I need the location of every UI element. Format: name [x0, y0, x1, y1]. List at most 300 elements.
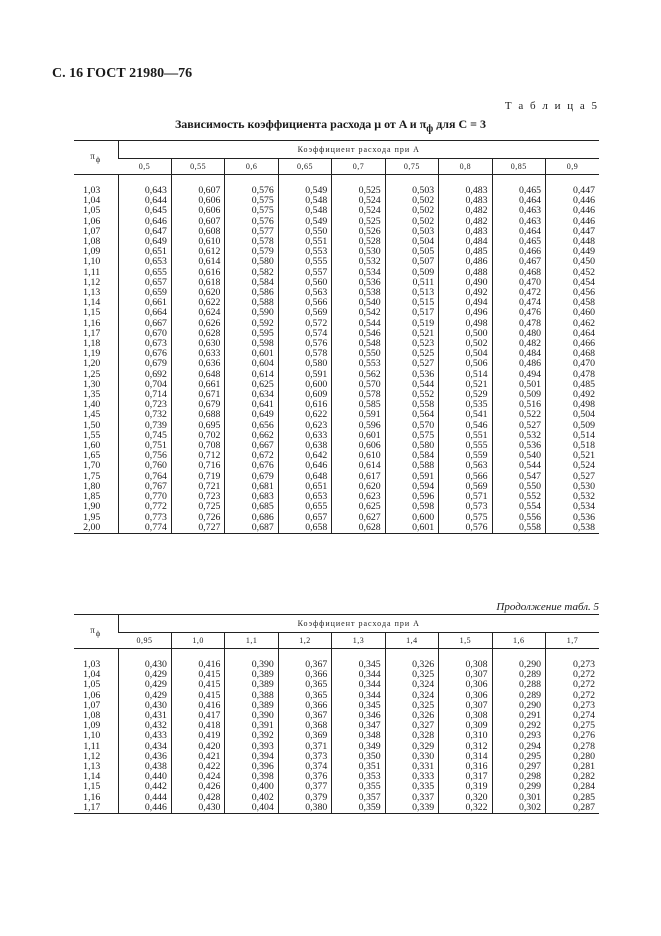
table-cell: 0,518	[546, 441, 600, 451]
column-header: 0,75	[385, 159, 438, 175]
table-cell: 0,316	[439, 762, 492, 772]
table-label: Т а б л и ц а 5	[504, 100, 599, 112]
table-cell: 0,551	[439, 431, 492, 441]
coefficient-table-2	[74, 614, 599, 814]
table-cell: 0,501	[492, 380, 545, 390]
table-cell: 0,577	[225, 227, 278, 237]
table-cell: 0,509	[385, 268, 438, 278]
table-cell: 0,586	[225, 288, 278, 298]
table-cell: 0,591	[278, 370, 331, 380]
table-cell: 0,719	[171, 472, 224, 482]
table-cell: 0,600	[385, 513, 438, 523]
table-cell: 0,579	[225, 247, 278, 257]
table-cell: 0,464	[546, 329, 600, 339]
table-cell: 0,529	[439, 390, 492, 400]
table-cell: 0,450	[546, 257, 600, 267]
column-header: 1,5	[439, 633, 492, 649]
row-label: 1,04	[83, 195, 101, 207]
table-row	[74, 502, 599, 512]
table-cell: 0,618	[171, 278, 224, 288]
table-cell: 0,288	[492, 680, 545, 690]
table-cell: 0,527	[546, 472, 600, 482]
column-header: 1,0	[171, 633, 224, 649]
table-cell: 0,571	[439, 492, 492, 502]
table-cell: 0,430	[118, 660, 171, 670]
column-header: 0,5	[118, 159, 171, 175]
table-cell: 0,440	[118, 772, 171, 782]
table-cell: 0,416	[171, 660, 224, 670]
table-cell: 0,339	[385, 803, 438, 814]
table-cell: 0,483	[439, 227, 492, 237]
table-cell: 0,576	[439, 523, 492, 534]
table-cell: 0,670	[118, 329, 171, 339]
table-cell: 0,692	[118, 370, 171, 380]
table-cell: 0,349	[332, 742, 385, 752]
table-cell: 0,576	[278, 339, 331, 349]
table-cell: 0,500	[439, 329, 492, 339]
table-cell: 0,548	[278, 196, 331, 206]
table-cell: 0,492	[546, 390, 600, 400]
table-cell: 0,369	[278, 731, 331, 741]
table-cell: 0,521	[546, 451, 600, 461]
table-cell: 0,302	[492, 803, 545, 814]
table-cell: 0,622	[171, 298, 224, 308]
table-cell: 0,444	[118, 793, 171, 803]
table-cell: 0,558	[385, 400, 438, 410]
row-label: 1,14	[83, 297, 101, 309]
table-cell: 0,623	[332, 492, 385, 502]
table-cell: 0,549	[278, 186, 331, 196]
table-cell: 0,594	[385, 482, 438, 492]
table-cell: 0,672	[225, 451, 278, 461]
table-cell: 0,540	[332, 298, 385, 308]
table-cell: 0,376	[278, 772, 331, 782]
table-cell: 0,626	[171, 319, 224, 329]
table-cell: 0,308	[439, 660, 492, 670]
title-text: Зависимость коэффициента расхода μ от A и π	[174, 117, 427, 131]
table-cell: 0,294	[492, 742, 545, 752]
table-cell: 0,398	[225, 772, 278, 782]
table-cell: 0,566	[439, 472, 492, 482]
table-cell: 0,645	[118, 206, 171, 216]
table-cell: 0,498	[546, 400, 600, 410]
table-cell: 0,656	[225, 421, 278, 431]
table-cell: 0,521	[439, 380, 492, 390]
table-cell: 0,335	[385, 782, 438, 792]
table-cell: 0,657	[278, 513, 331, 523]
table-cell: 0,470	[546, 359, 600, 369]
table-cell: 0,326	[385, 660, 438, 670]
table-cell: 0,488	[439, 268, 492, 278]
row-label: 1,45	[83, 409, 101, 421]
table-cell: 0,540	[492, 451, 545, 461]
table-cell: 0,317	[439, 772, 492, 782]
table-cell: 0,616	[278, 400, 331, 410]
table-cell: 0,620	[332, 482, 385, 492]
table-cell: 0,373	[278, 752, 331, 762]
table-cell: 0,273	[546, 660, 600, 670]
table-cell: 0,446	[546, 217, 600, 227]
table-cell: 0,563	[278, 288, 331, 298]
table-cell: 0,530	[546, 482, 600, 492]
table-cell: 0,727	[171, 523, 224, 534]
title-tail: для C = 3	[433, 117, 487, 131]
table-cell: 0,415	[171, 680, 224, 690]
table-cell: 0,532	[332, 257, 385, 267]
row-label: 1,40	[83, 399, 101, 411]
table-cell: 0,326	[385, 711, 438, 721]
table-cell: 0,570	[332, 380, 385, 390]
table-cell: 0,745	[118, 431, 171, 441]
table-cell: 0,649	[225, 410, 278, 420]
table-cell: 0,679	[171, 400, 224, 410]
column-header: 0,8	[439, 159, 492, 175]
table-cell: 0,704	[118, 380, 171, 390]
table-cell: 0,415	[171, 670, 224, 680]
table-cell: 0,550	[492, 482, 545, 492]
table-cell: 0,327	[385, 721, 438, 731]
column-header: 0,95	[118, 633, 171, 649]
row-label: 1,95	[83, 511, 101, 523]
table-cell: 0,522	[492, 410, 545, 420]
table-cell: 0,468	[492, 268, 545, 278]
table-cell: 0,536	[492, 441, 545, 451]
table-cell: 0,324	[385, 691, 438, 701]
table-cell: 0,606	[332, 441, 385, 451]
row-label: 1,75	[83, 470, 101, 482]
table-cell: 0,538	[546, 523, 600, 534]
table-cell: 0,365	[278, 691, 331, 701]
column-header: 0,6	[225, 159, 278, 175]
table-cell: 0,673	[118, 339, 171, 349]
row-label: 1,17	[74, 803, 118, 814]
group-header: Коэффициент расхода при A	[118, 141, 599, 159]
table-cell: 0,494	[492, 370, 545, 380]
table-cell: 0,394	[225, 752, 278, 762]
group-header: Коэффициент расхода при A	[118, 615, 599, 633]
table-cell: 0,723	[171, 492, 224, 502]
table-cell: 0,430	[118, 701, 171, 711]
table-cell: 0,348	[332, 731, 385, 741]
table-cell: 0,564	[385, 410, 438, 420]
table-cell: 0,466	[546, 339, 600, 349]
table-cell: 0,516	[492, 400, 545, 410]
table-cell: 0,290	[492, 660, 545, 670]
table-cell: 0,536	[385, 370, 438, 380]
table-cell: 0,576	[225, 217, 278, 227]
table-cell: 0,695	[171, 421, 224, 431]
table-cell: 0,739	[118, 421, 171, 431]
table-cell: 0,404	[225, 803, 278, 814]
table-cell: 0,319	[439, 782, 492, 792]
table-cell: 0,562	[332, 370, 385, 380]
table-cell: 0,355	[332, 782, 385, 792]
table-cell: 0,504	[385, 237, 438, 247]
table-cell: 0,575	[385, 431, 438, 441]
coefficient-table-1	[74, 140, 599, 534]
table-cell: 0,282	[546, 772, 600, 782]
table-cell: 0,655	[118, 268, 171, 278]
table-cell: 0,482	[439, 206, 492, 216]
table-cell: 0,485	[546, 380, 600, 390]
table-cell: 0,563	[439, 461, 492, 471]
table-cell: 0,606	[171, 196, 224, 206]
table-cell: 0,449	[546, 247, 600, 257]
table-cell: 0,653	[278, 492, 331, 502]
table-cell: 0,552	[385, 390, 438, 400]
table-cell: 0,517	[385, 308, 438, 318]
table-cell: 0,507	[385, 257, 438, 267]
table-cell: 0,486	[439, 257, 492, 267]
table-cell: 0,504	[546, 410, 600, 420]
table-cell: 0,685	[225, 502, 278, 512]
table-cell: 0,390	[225, 660, 278, 670]
table-cell: 0,756	[118, 451, 171, 461]
table-cell: 0,365	[278, 680, 331, 690]
row-label: 1,18	[83, 338, 101, 350]
column-header: 1,4	[385, 633, 438, 649]
table-cell: 0,598	[225, 339, 278, 349]
table-cell: 0,322	[439, 803, 492, 814]
table-cell: 0,392	[225, 731, 278, 741]
table-cell: 0,281	[546, 762, 600, 772]
table-cell: 0,612	[171, 247, 224, 257]
table-cell: 0,312	[439, 742, 492, 752]
table-cell: 0,553	[332, 359, 385, 369]
table-cell: 0,504	[439, 349, 492, 359]
table-row	[74, 803, 599, 814]
table-cell: 0,625	[225, 380, 278, 390]
table-cell: 0,285	[546, 793, 600, 803]
table-cell: 0,371	[278, 742, 331, 752]
table-cell: 0,307	[439, 670, 492, 680]
table-cell: 0,503	[385, 227, 438, 237]
table-cell: 0,610	[332, 451, 385, 461]
table-cell: 0,555	[278, 257, 331, 267]
table-cell: 0,416	[171, 701, 224, 711]
table-cell: 0,641	[225, 400, 278, 410]
table-cell: 0,653	[118, 257, 171, 267]
table-cell: 0,760	[118, 461, 171, 471]
row-label: 1,17	[83, 327, 101, 339]
table-cell: 0,732	[118, 410, 171, 420]
table-cell: 0,509	[546, 421, 600, 431]
table-cell: 0,503	[385, 186, 438, 196]
table-cell: 0,446	[546, 206, 600, 216]
table-cell: 0,554	[492, 502, 545, 512]
table-cell: 0,292	[492, 721, 545, 731]
table-cell: 0,578	[278, 349, 331, 359]
table-cell: 0,448	[546, 237, 600, 247]
row-label: 1,85	[83, 491, 101, 503]
table-cell: 0,484	[492, 349, 545, 359]
table-cell: 0,767	[118, 482, 171, 492]
row-header-pi	[74, 615, 118, 649]
table-cell: 0,278	[546, 742, 600, 752]
table-cell: 0,726	[171, 513, 224, 523]
table-cell: 0,308	[439, 711, 492, 721]
table-cell: 0,366	[278, 701, 331, 711]
row-label: 1,06	[83, 215, 101, 227]
table-cell: 0,432	[118, 721, 171, 731]
table-cell: 0,708	[171, 441, 224, 451]
table-cell: 0,772	[118, 502, 171, 512]
table-cell: 0,424	[171, 772, 224, 782]
table-cell: 0,295	[492, 752, 545, 762]
table-cell: 0,681	[225, 482, 278, 492]
table-cell: 0,367	[278, 711, 331, 721]
table-cell: 0,298	[492, 772, 545, 782]
row-label: 1,15	[83, 781, 101, 793]
table-cell: 0,610	[171, 237, 224, 247]
table-cell: 0,546	[332, 329, 385, 339]
table-cell: 0,527	[385, 359, 438, 369]
column-header: 0,55	[171, 159, 224, 175]
table-cell: 0,536	[332, 278, 385, 288]
row-label: 1,05	[83, 679, 101, 691]
column-header: 1,2	[278, 633, 331, 649]
table-cell: 0,590	[225, 308, 278, 318]
table-cell: 0,463	[492, 206, 545, 216]
row-label: 1,70	[83, 460, 101, 472]
table-cell: 0,667	[225, 441, 278, 451]
table-cell: 0,480	[492, 329, 545, 339]
table-cell: 0,578	[225, 237, 278, 247]
table-cell: 0,287	[546, 803, 600, 814]
table-cell: 0,460	[546, 308, 600, 318]
table-cell: 0,655	[278, 502, 331, 512]
table-cell: 0,559	[439, 451, 492, 461]
table-cell: 0,530	[332, 247, 385, 257]
table-cell: 0,646	[118, 217, 171, 227]
table-cell: 0,580	[278, 359, 331, 369]
table-cell: 0,614	[171, 257, 224, 267]
table-cell: 0,464	[492, 227, 545, 237]
table-cell: 0,434	[118, 742, 171, 752]
table-cell: 0,466	[492, 247, 545, 257]
table-cell: 0,544	[385, 380, 438, 390]
row-label: 1,25	[83, 368, 101, 380]
table-cell: 0,418	[171, 721, 224, 731]
table-cell: 0,464	[492, 196, 545, 206]
table-cell: 0,452	[546, 268, 600, 278]
table-cell: 0,429	[118, 691, 171, 701]
row-label: 1,65	[83, 450, 101, 462]
table-cell: 0,525	[332, 217, 385, 227]
table-cell: 0,657	[118, 278, 171, 288]
row-label: 1,90	[83, 501, 101, 513]
table-cell: 0,575	[439, 513, 492, 523]
table-cell: 0,588	[385, 461, 438, 471]
table-cell: 0,550	[278, 227, 331, 237]
table-cell: 0,764	[118, 472, 171, 482]
row-label: 1,05	[83, 205, 101, 217]
table-row	[74, 523, 599, 534]
table-cell: 0,359	[332, 803, 385, 814]
row-header-pi	[74, 141, 118, 175]
table-cell: 0,419	[171, 731, 224, 741]
table-cell: 0,344	[332, 691, 385, 701]
table-cell: 0,558	[492, 523, 545, 534]
table-cell: 0,346	[332, 711, 385, 721]
table-cell: 0,661	[118, 298, 171, 308]
table-cell: 0,496	[439, 308, 492, 318]
table-cell: 0,446	[118, 803, 171, 814]
table-cell: 0,331	[385, 762, 438, 772]
table-cell: 0,532	[492, 431, 545, 441]
table-cell: 0,514	[439, 370, 492, 380]
table-cell: 0,485	[439, 247, 492, 257]
table-cell: 0,350	[332, 752, 385, 762]
table-cell: 0,551	[278, 237, 331, 247]
table-cell: 0,553	[278, 247, 331, 257]
table-cell: 0,402	[225, 793, 278, 803]
table-cell: 0,494	[439, 298, 492, 308]
table-cell: 0,299	[492, 782, 545, 792]
row-label: 1,07	[83, 225, 101, 237]
table-cell: 0,289	[492, 670, 545, 680]
table-cell: 0,555	[439, 441, 492, 451]
table-cell: 0,314	[439, 752, 492, 762]
table-cell: 0,588	[225, 298, 278, 308]
table-cell: 0,642	[278, 451, 331, 461]
row-label: 2,00	[74, 523, 118, 534]
table-cell: 0,524	[546, 461, 600, 471]
table-cell: 0,651	[278, 482, 331, 492]
table-cell: 0,591	[332, 410, 385, 420]
table-cell: 0,686	[225, 513, 278, 523]
row-label: 1,12	[83, 276, 101, 288]
table-cell: 0,514	[546, 431, 600, 441]
row-label: 1,08	[83, 710, 101, 722]
table-cell: 0,325	[385, 670, 438, 680]
table-cell: 0,502	[439, 339, 492, 349]
table-cell: 0,388	[225, 691, 278, 701]
table-cell: 0,614	[225, 370, 278, 380]
table-cell: 0,528	[332, 237, 385, 247]
table-cell: 0,667	[118, 319, 171, 329]
table-cell: 0,433	[118, 731, 171, 741]
table-cell: 0,751	[118, 441, 171, 451]
table-cell: 0,374	[278, 762, 331, 772]
table-cell: 0,472	[492, 288, 545, 298]
table-cell: 0,351	[332, 762, 385, 772]
table-cell: 0,556	[492, 513, 545, 523]
column-header: 0,65	[278, 159, 331, 175]
table-cell: 0,770	[118, 492, 171, 502]
row-label: 1,03	[83, 185, 101, 196]
table-cell: 0,515	[385, 298, 438, 308]
table-cell: 0,679	[225, 472, 278, 482]
table-cell: 0,330	[385, 752, 438, 762]
table-cell: 0,584	[385, 451, 438, 461]
table-cell: 0,430	[171, 803, 224, 814]
table-cell: 0,630	[171, 339, 224, 349]
table-cell: 0,429	[118, 680, 171, 690]
row-label: 1,07	[83, 699, 101, 711]
table-cell: 0,607	[171, 217, 224, 227]
table-cell: 0,557	[278, 268, 331, 278]
table-cell: 0,617	[332, 472, 385, 482]
table-cell: 0,525	[332, 186, 385, 196]
row-header-symbol: π	[90, 151, 96, 162]
table-cell: 0,716	[171, 461, 224, 471]
table-cell: 0,624	[171, 308, 224, 318]
table-cell: 0,291	[492, 711, 545, 721]
table-cell: 0,606	[171, 206, 224, 216]
table-cell: 0,773	[118, 513, 171, 523]
row-label: 1,13	[83, 761, 101, 773]
